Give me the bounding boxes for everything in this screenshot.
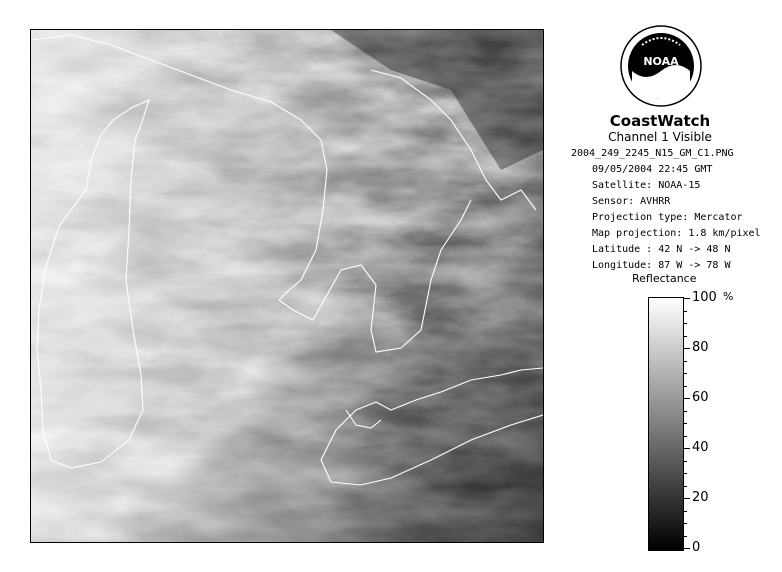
satellite-image bbox=[30, 29, 544, 543]
legend-title: Reflectance bbox=[632, 272, 697, 285]
colorbar-tick-label: 60 bbox=[692, 390, 709, 405]
colorbar-tick-label: 40 bbox=[692, 440, 709, 455]
filename-label: 2004_249_2245_N15_GM_C1.PNG bbox=[571, 148, 734, 159]
colorbar-tick bbox=[683, 411, 687, 412]
satellite-image-svg bbox=[31, 30, 543, 542]
colorbar-tick-label: 80 bbox=[692, 340, 709, 355]
datetime-label: 09/05/2004 22:45 GMT bbox=[592, 164, 713, 175]
latitude-label: Latitude : 42 N -> 48 N bbox=[592, 244, 731, 255]
colorbar-tick-label: 100 bbox=[692, 290, 717, 305]
colorbar-tick bbox=[683, 311, 687, 312]
channel-subtitle: Channel 1 Visible bbox=[608, 130, 712, 144]
colorbar-tick bbox=[683, 523, 687, 524]
projection-type-label: Projection type: Mercator bbox=[592, 212, 743, 223]
colorbar-tick bbox=[683, 361, 687, 362]
colorbar-tick bbox=[683, 511, 687, 512]
colorbar-tick bbox=[683, 398, 690, 399]
colorbar-tick bbox=[683, 461, 687, 462]
colorbar-tick bbox=[683, 498, 690, 499]
colorbar-tick bbox=[683, 536, 687, 537]
noaa-logo bbox=[620, 25, 702, 107]
legend-unit: % bbox=[723, 290, 734, 303]
colorbar-tick bbox=[683, 436, 687, 437]
colorbar-tick-label: 0 bbox=[692, 540, 701, 555]
colorbar-tick bbox=[683, 373, 687, 374]
sensor-label: Sensor: AVHRR bbox=[592, 196, 671, 207]
colorbar-tick bbox=[683, 298, 690, 299]
longitude-label: Longitude: 87 W -> 78 W bbox=[592, 260, 731, 271]
logo-wordmark: NOAA bbox=[643, 55, 679, 68]
colorbar-tick bbox=[683, 323, 687, 324]
colorbar-tick bbox=[683, 486, 687, 487]
colorbar-tick bbox=[683, 348, 690, 349]
app-title: CoastWatch bbox=[609, 112, 711, 130]
colorbar-tick bbox=[683, 473, 687, 474]
colorbar-tick bbox=[683, 548, 690, 549]
colorbar-tick-label: 20 bbox=[692, 490, 709, 505]
satellite-label: Satellite: NOAA-15 bbox=[592, 180, 701, 191]
reflectance-colorbar bbox=[648, 297, 684, 551]
colorbar-tick bbox=[683, 423, 687, 424]
map-projection-label: Map projection: 1.8 km/pixel bbox=[592, 228, 761, 239]
colorbar-tick bbox=[683, 386, 687, 387]
colorbar-tick bbox=[683, 336, 687, 337]
colorbar-tick bbox=[683, 448, 690, 449]
